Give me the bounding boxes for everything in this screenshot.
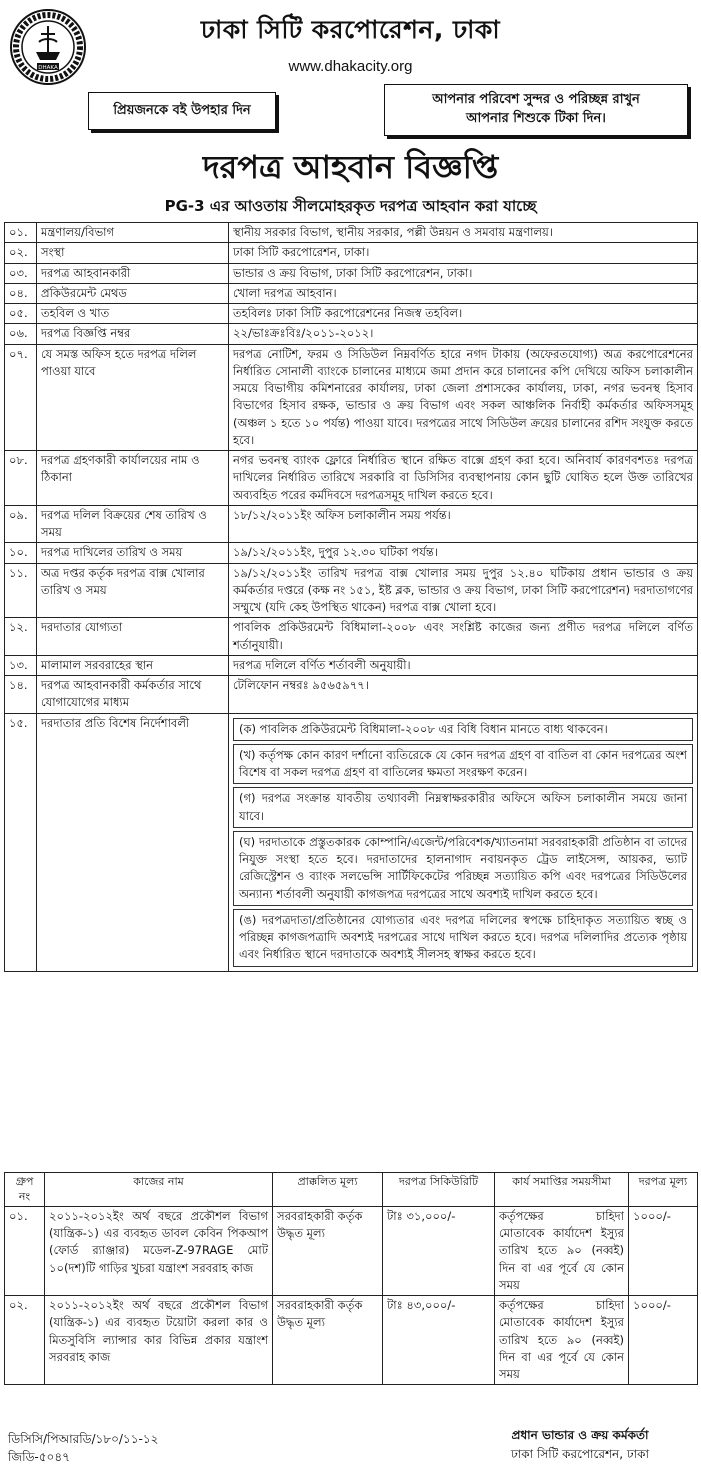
reference-gd: জিডি-৫০৪৭ [8,1450,70,1464]
instruction-item: (ক) পাবলিক প্রকিউরমেন্ট বিধিমালা-২০০৮ এর বিধি বিধান মানতে বাধ্য থাকবেন। [233,718,693,741]
row-number: ০৪. [5,283,37,303]
tender-info-table [4,222,698,972]
table-row [5,451,698,506]
table-row [5,324,698,344]
cell-security: টাঃ ৪৩,০০০/- [383,1296,495,1385]
slogan-left-text: প্রিয়জনকে বই উপহার দিন [113,102,251,118]
row-value: ২২/ভাঃক্রঃবিঃ/২০১১-২০১২। [229,324,698,344]
table-row [5,676,698,714]
row-label: দরদাতার প্রতি বিশেষ নির্দেশাবলী [37,713,229,971]
instruction-item: (গ) দরপত্র সংক্রান্ত যাবতীয় তথ্যাবলী নিম্নস্বাক্ষরকারীর অফিসে অফিস চলাকালীন সময়ে জানা যাবে। [233,787,693,828]
header-work-name: কাজের নাম [45,1173,273,1207]
row-number: ০১. [5,223,37,243]
row-label: দরপত্র দাখিলের তারিখ ও সময় [37,543,229,563]
row-label: যে সমস্ত অফিস হতে দরপত্র দলিল পাওয়া যাবে [37,344,229,451]
row-value: নগর ভবনস্থ ব্যাংক ফ্লোরে নির্ধারিত স্থানে রক্ষিত বাক্সে গ্রহণ করা হবে। অনিবার্য কারণবশতঃ দরপত্র দাখিলের নির্ধারিত তারিখে সরকারি বা ডিসিসির ব্যবস্থাপনায় কোন ছুটি ঘোষিত হলে উক্ত তারিখের অব্যবহিত পরের কর্মদিবসে দরপত্রসমূহ দাখিল করতে হবে। [229,451,698,506]
cell-work-name: ২০১১-২০১২ইং অর্থ বছরে প্রকৌশল বিভাগ (যান্ত্রিক-১) এর ব্যবহৃত ডাবল কেবিন পিকআপ (ফোর্ড র‍্যাঞ্জার) মডেল-Z-97RAGE মোট ১০(দশ)টি গাড়ির খুচরা যন্ত্রাংশ সরবরাহ কাজ [45,1206,273,1295]
row-number: ০৭. [5,344,37,451]
row-label: প্রকিউরমেন্ট মেথড [37,283,229,303]
header-security: দরপত্র সিকিউরিটি [383,1173,495,1207]
row-label: দরদাতার যোগ্যতা [37,618,229,656]
row-value: ঢাকা সিটি করপোরেশন, ঢাকা। [229,243,698,263]
table-row [5,505,698,543]
slogan-box-right [384,84,688,136]
row-value: দরপত্র নোটিশ, ফরম ও সিডিউল নিম্নবর্ণিত হারে নগদ টাকায় (অফেরতযোগ্য) অত্র করপোরেশনের নির্ধারিত সোনালী ব্যাংকে চালানের মাধ্যমে জমা প্রদান করে চালানের কপি দেখিয়ে অফিস চলাকালীন সময়ে বিভাগীয় কমিশনারের কার্যালয়, ঢাকা জেলা প্রশাসকের কার্যালয়, ঢাকা, নগর ভবনস্থ হিসাব বিভাগের হিসাব রক্ষক, ভান্ডার ও ক্রয় বিভাগ এবং সকল আঞ্চলিক নির্বাহী কর্মকর্তার অফিসসমূহ (অঞ্চল ১ হতে ১০ পর্যন্ত) পাওয়া যাবে। দরপত্রের সাথে সিডিউল ক্রয়ের চালানের রশিদ সংযুক্ত করতে হবে। [229,344,698,451]
row-value: ভান্ডার ও ক্রয় বিভাগ, ঢাকা সিটি করপোরেশন, ঢাকা। [229,263,698,283]
table-row [5,243,698,263]
row-number: ০৮. [5,451,37,506]
reference-dcc: ডিসিসি/পিআরডি/১৮০/১১-১২ [8,1432,159,1446]
header-group: গ্রুপ নং [5,1173,45,1207]
table-row [5,543,698,563]
row-label: দরপত্র বিজ্ঞপ্তি নম্বর [37,324,229,344]
row-number: ০৫. [5,304,37,324]
work-items-table [4,1172,698,1385]
row-value: পাবলিক প্রকিউরমেন্ট বিধিমালা-২০০৮ এবং সংশ্লিষ্ট কাজের জন্য প্রণীত দরপত্র দলিলে বর্ণিত শর্তানুযায়ী। [229,618,698,656]
cell-price: ১০০০/- [629,1206,698,1295]
row-label: তহবিল ও খাত [37,304,229,324]
cell-work-name: ২০১১-২০১২ইং অর্থ বছরে প্রকৌশল বিভাগ (যান্ত্রিক-১) এর ব্যবহৃত টয়োটা করলা কার ও মিতসুবিসি ল্যান্সার কার বিভিন্ন প্রকার যন্ত্রাংশ সরবরাহ কাজ [45,1296,273,1385]
instructions-cell [229,713,698,971]
table-row [5,563,698,618]
row-value: ১৯/১২/২০১১ইং, দুপুর ১২.৩০ ঘটিকা পর্যন্ত। [229,543,698,563]
row-value: ১৮/১২/২০১১ইং অফিস চলাকালীন সময় পর্যন্ত। [229,505,698,543]
row-label: দরপত্র গ্রহণকারী কার্যালয়ের নাম ও ঠিকানা [37,451,229,506]
table-row-instructions [5,713,698,971]
row-label: অত্র দপ্তর কর্তৃক দরপত্র বাক্স খোলার তারিখ ও সময় [37,563,229,618]
header-estimate: প্রাক্কলিত মূল্য [273,1173,383,1207]
table-row [5,344,698,451]
notice-subtitle: PG-3 এর আওতায় সীলমোহরকৃত দরপত্র আহবান করা যাচ্ছে [164,197,537,215]
signatory-org: ঢাকা সিটি করপোরেশন, ঢাকা [510,1446,649,1461]
row-value: দরপত্র দলিলে বর্ণিত শর্তাবলী অনুযায়ী। [229,655,698,675]
row-label: সংস্থা [37,243,229,263]
cell-group: ০১. [5,1206,45,1295]
row-number: ১১. [5,563,37,618]
website-link[interactable]: www.dhakacity.org [288,58,413,75]
slogan-right-line2: আপনার শিশুকে টিকা দিন। [466,111,606,126]
row-number: ০৯. [5,505,37,543]
table-row [5,263,698,283]
instruction-item: (ঘ) দরদাতাকে প্রস্তুতকারক কোম্পানি/এজেন্ট/পরিবেশক/খ্যাতনামা সরবরাহকারী প্রতিষ্ঠান বা তাদের নিযুক্ত সংস্থা হতে হবে। দরদাতাদের হালনাগাদ নবায়নকৃত ট্রেড লাইসেন্স, আয়কর, ভ্যাট রেজিস্ট্রেশন ও ব্যাংক সলভেন্সি সার্টিফিকেটের পরিচ্ছন্ন সত্যায়িত কপি এবং দরপত্রের সিডিউলের অন্যান্য শর্তাবলী অনুযায়ী কাগজপত্র দরপত্রের সাথে অবশ্যই দাখিল করতে হবে। [233,831,693,906]
header-price: দরপত্র মূল্য [629,1173,698,1207]
cell-estimate: সরবরাহকারী কর্তৃক উদ্ধৃত মূল্য [273,1296,383,1385]
table-row [5,304,698,324]
row-number: ০৩. [5,263,37,283]
row-label: দরপত্র আহবানকারী কর্মকর্তার সাথে যোগাযোগের মাধ্যম [37,676,229,714]
row-label: মালামাল সরবরাহের স্থান [37,655,229,675]
row-number: ১২. [5,618,37,656]
row-number: ১০. [5,543,37,563]
instruction-item: (ঙ) দরপত্রদাতা/প্রতিষ্ঠানের যোগ্যতার এবং দরপত্র দলিলের স্বপক্ষে চাহিদাকৃত সত্যায়িত স্বচ্ছ ও পরিচ্ছন্ন কাগজপত্রাদি অবশ্যই দরপত্রের সাথে দাখিল করতে হবে। দরপত্র দলিলাদির প্রত্যেক পৃষ্ঠায় এবং নির্ধারিত স্থানে দরদাতাকে অবশ্যই সীলসহ স্বাক্ষর করতে হবে। [233,909,693,967]
row-number: ০২. [5,243,37,263]
cell-security: টাঃ ৩১,০০০/- [383,1206,495,1295]
notice-title: দরপত্র আহবান বিজ্ঞপ্তি [202,148,499,186]
table-row [5,223,698,243]
row-label: দরপত্র দলিল বিক্রয়ের শেষ তারিখ ও সময় [37,505,229,543]
row-value: স্থানীয় সরকার বিভাগ, স্থানীয় সরকার, পল্লী উন্নয়ন ও সমবায় মন্ত্রণালয়। [229,223,698,243]
cell-completion: কর্তৃপক্ষের চাহিদা মোতাবেক কার্যাদেশ ইস্যুর তারিখ হতে ৯০ (নব্বই) দিন বা এর পূর্বে যে কোন সময় [495,1206,629,1295]
instruction-item: (খ) কর্তৃপক্ষ কোন কারণ দর্শানো ব্যতিরেকে যে কোন দরপত্র গ্রহণ বা বাতিল বা কোন দরপত্রের অংশ বিশেষ বা সকল দরপত্র গ্রহণ বা বাতিলের ক্ষমতা সংরক্ষণ করেন। [233,744,693,785]
table-row [5,618,698,656]
row-label: মন্ত্রণালয়/বিভাগ [37,223,229,243]
row-number: ১৪. [5,676,37,714]
row-number: ০৬. [5,324,37,344]
cell-group: ০২. [5,1296,45,1385]
table-row [5,655,698,675]
row-number: ১৫. [5,713,37,971]
org-name: ঢাকা সিটি করপোরেশন, ঢাকা [200,15,501,44]
table-row [5,1296,698,1385]
row-value: তহবিলঃ ঢাকা সিটি করপোরেশনের নিজস্ব তহবিল। [229,304,698,324]
row-value: টেলিফোন নম্বরঃ ৯৫৬৫৯৭৭। [229,676,698,714]
cell-price: ১০০০/- [629,1296,698,1385]
cell-completion: কর্তৃপক্ষের চাহিদা মোতাবেক কার্যাদেশ ইস্যুর তারিখ হতে ৯০ (নব্বই) দিন বা এর পূর্বে যে কোন সময় [495,1296,629,1385]
reference-numbers [8,1430,158,1466]
table-row [5,1206,698,1295]
slogan-box-left [88,92,276,130]
row-number: ১৩. [5,655,37,675]
signatory [470,1426,690,1463]
svg-text:DHAKA: DHAKA [38,65,58,71]
header-completion: কার্য সমাপ্তির সময়সীমা [495,1173,629,1207]
cell-estimate: সরবরাহকারী কর্তৃক উদ্ধৃত মূল্য [273,1206,383,1295]
signatory-title: প্রধান ভান্ডার ও ক্রয় কর্মকর্তা [511,1428,649,1442]
slogan-right-line1: আপনার পরিবেশ সুন্দর ও পরিচ্ছন্ন রাখুন [432,92,640,108]
row-value: ১৯/১২/২০১১ইং তারিখ দরপত্র বাক্স খোলার সময় দুপুর ১২.৪০ ঘটিকায় প্রধান ভান্ডার ও ক্রয় কর্মকর্তার দপ্তরে (কক্ষ নং ১৫১, ইষ্ট ব্লক, ভান্ডার ও ক্রয় বিভাগ, ঢাকা সিটি করপোরেশন) দরদাতাগণের সম্মুখে (যদি কেহ উপস্থিত থাকেন) দরপত্র বাক্স খোলা হবে। [229,563,698,618]
table-row [5,283,698,303]
table-header-row [5,1173,698,1207]
row-label: দরপত্র আহবানকারী [37,263,229,283]
row-value: খোলা দরপত্র আহবান। [229,283,698,303]
